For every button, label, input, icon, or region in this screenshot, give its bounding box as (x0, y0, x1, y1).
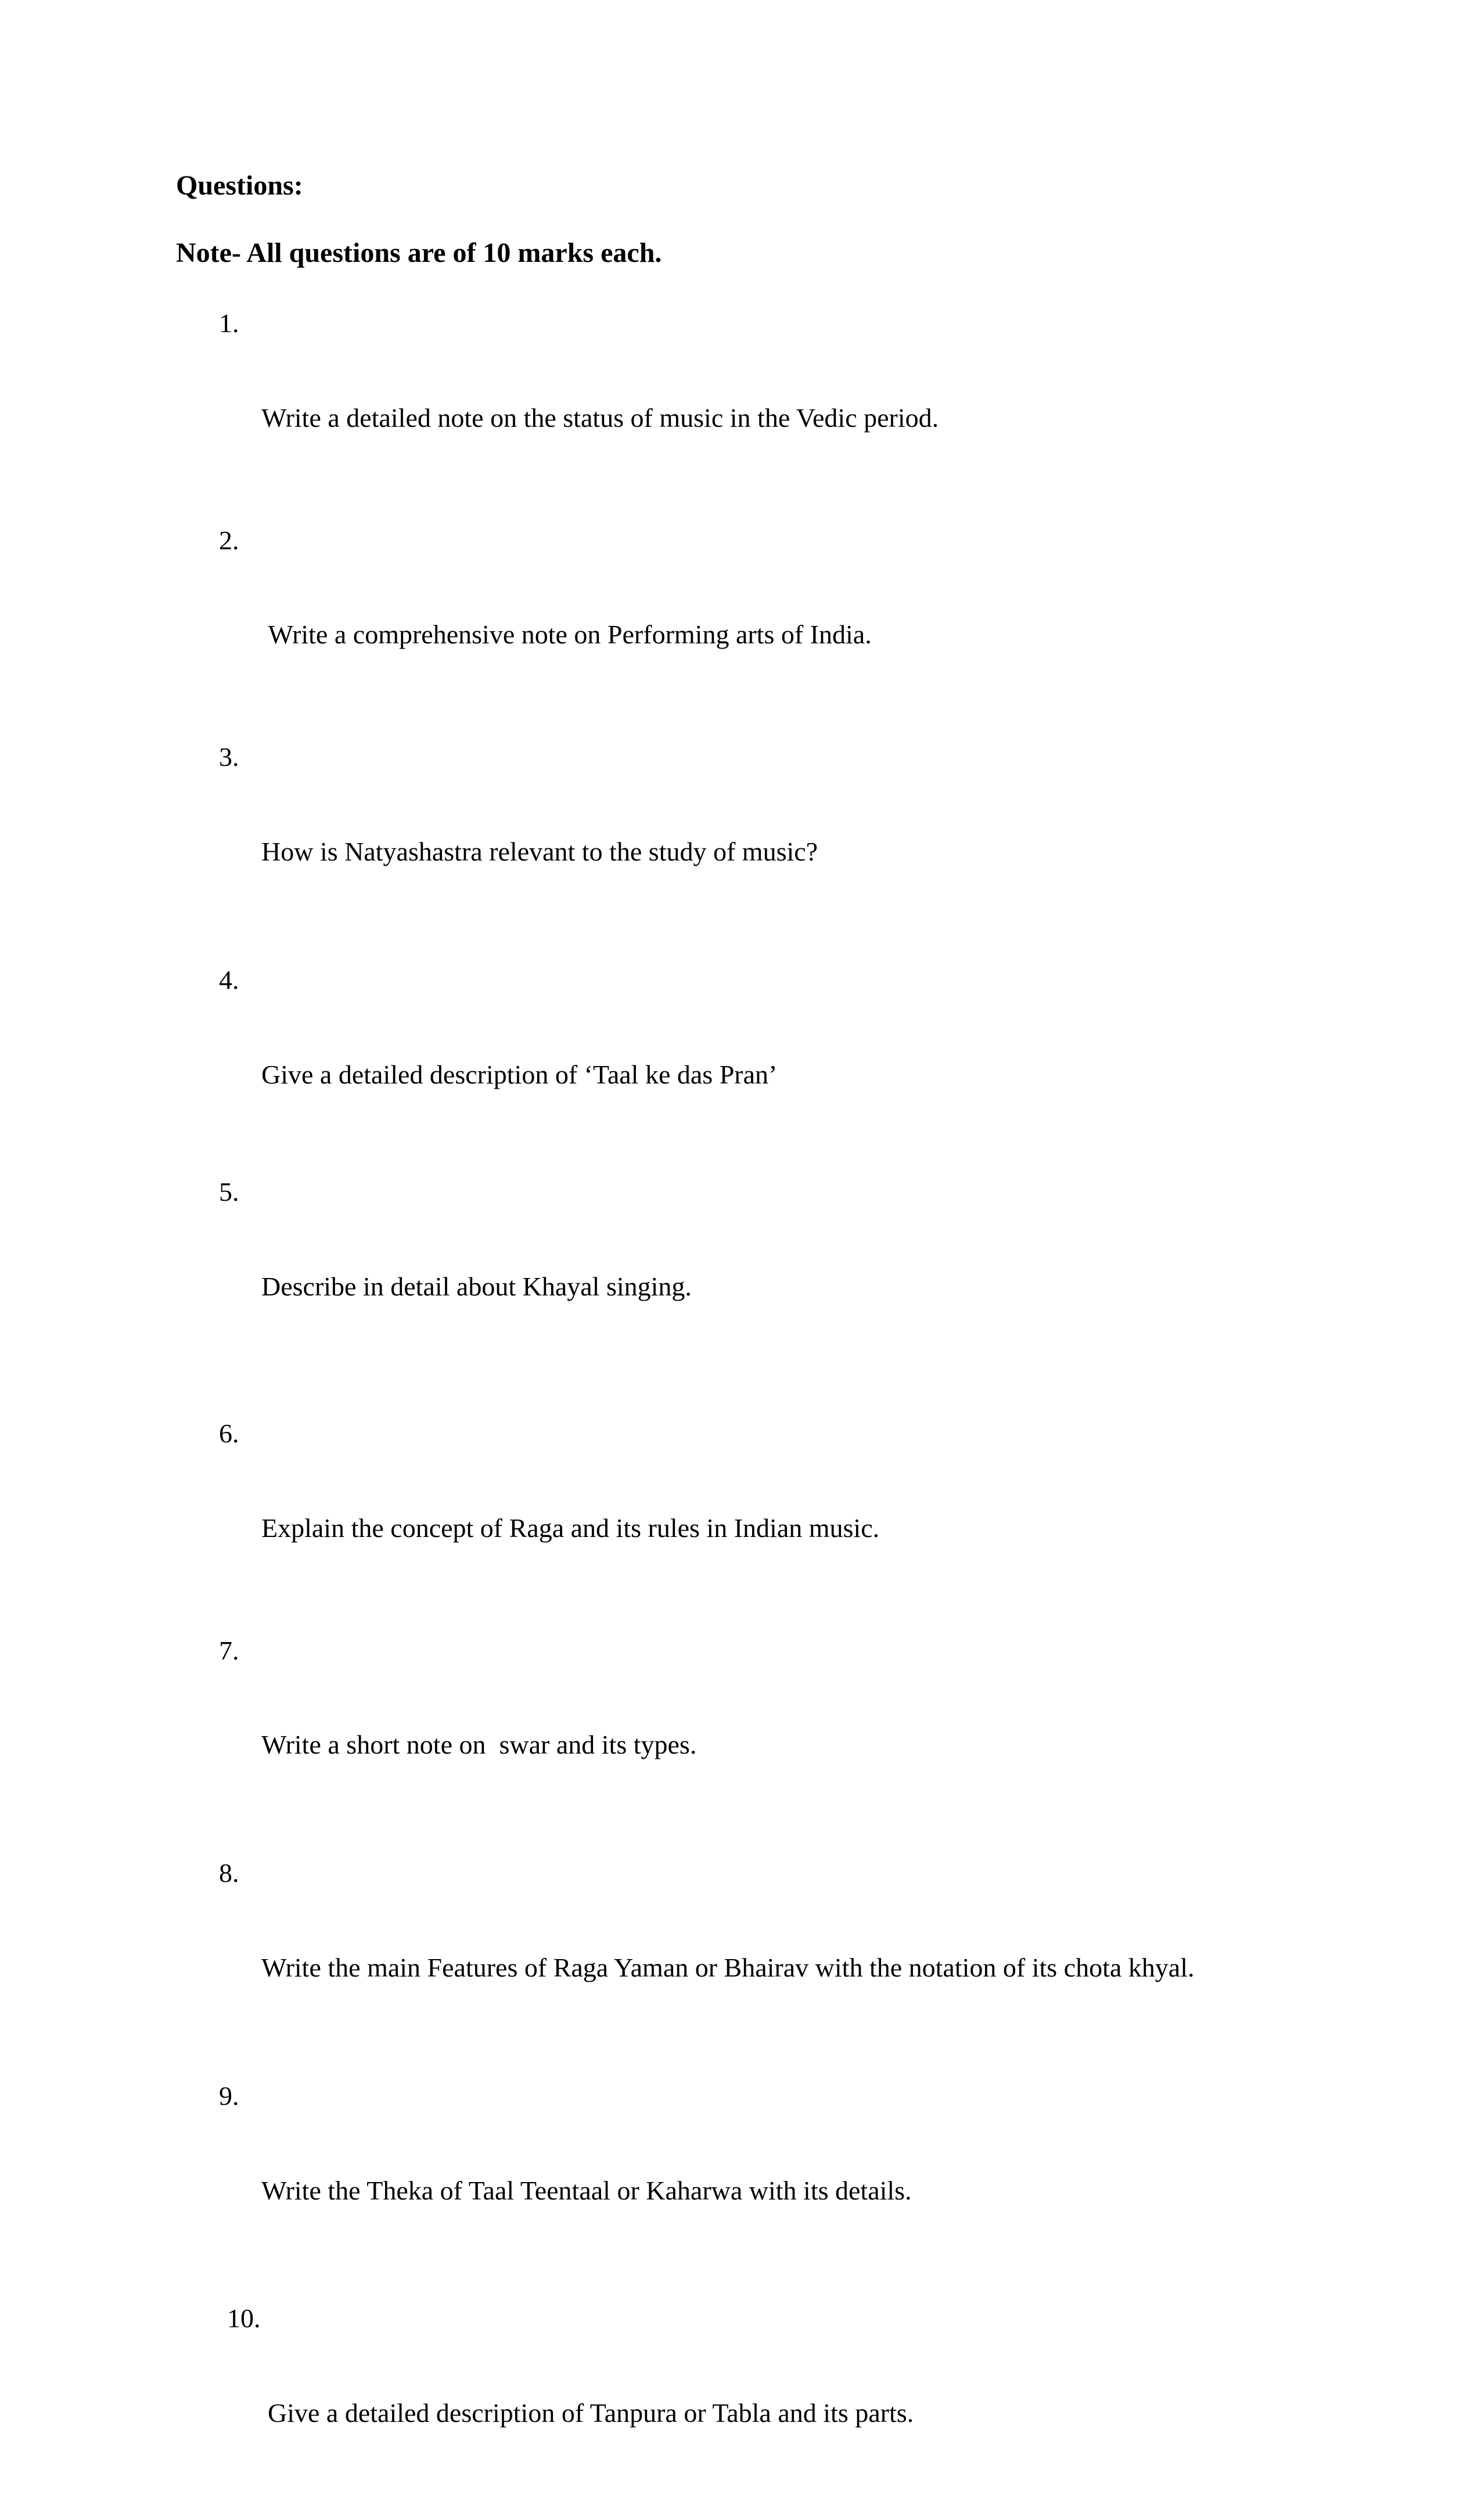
question-number: 10. (227, 2303, 261, 2334)
question-item-8 (176, 1857, 1338, 2047)
marks-note: Note- All questions are of 10 marks each. (176, 237, 662, 268)
question-item-6 (176, 1418, 1338, 1607)
question-text: Describe in detail about Khayal singing. (261, 1272, 692, 1302)
question-text: Give a detailed description of Tanpura or Tabla and its parts. (268, 2398, 914, 2428)
question-text: Write a short note on swar and its types. (261, 1730, 697, 1760)
question-text: How is Natyashastra relevant to the study of music? (261, 836, 818, 866)
question-text: Write the main Features of Raga Yaman or Bhairav with the notation of its chota khyal. (261, 1952, 1195, 1982)
question-item-5 (176, 1176, 1338, 1366)
question-item-3 (176, 741, 1338, 931)
question-item-1 (176, 308, 1338, 497)
question-number: 2. (219, 525, 239, 555)
question-list (176, 308, 1338, 2520)
question-text: Give a detailed description of ‘Taal ke das Pran’ (261, 1059, 778, 1089)
question-text: Write a comprehensive note on Performing arts of India. (261, 620, 872, 650)
question-text: Explain the concept of Raga and its rules in Indian music. (261, 1513, 880, 1543)
page-title: Questions: (176, 170, 303, 201)
question-item-2 (176, 525, 1338, 714)
question-item-10 (176, 2303, 1338, 2492)
question-number: 8. (219, 1858, 239, 1888)
question-item-4 (176, 964, 1338, 1154)
document-header (176, 172, 1309, 267)
question-text: Write the Theka of Taal Teentaal or Kaharwa with its details. (261, 2175, 912, 2205)
question-number: 9. (219, 2080, 239, 2111)
question-number: 4. (219, 964, 239, 995)
question-text: Write a detailed note on the status of music in the Vedic period. (261, 402, 939, 433)
question-number: 6. (219, 1418, 239, 1448)
question-item-7 (176, 1635, 1338, 1824)
question-number: 7. (219, 1635, 239, 1665)
question-number: 3. (219, 742, 239, 772)
question-number: 5. (219, 1177, 239, 1207)
question-number: 1. (219, 308, 239, 338)
question-item-9 (176, 2080, 1338, 2270)
